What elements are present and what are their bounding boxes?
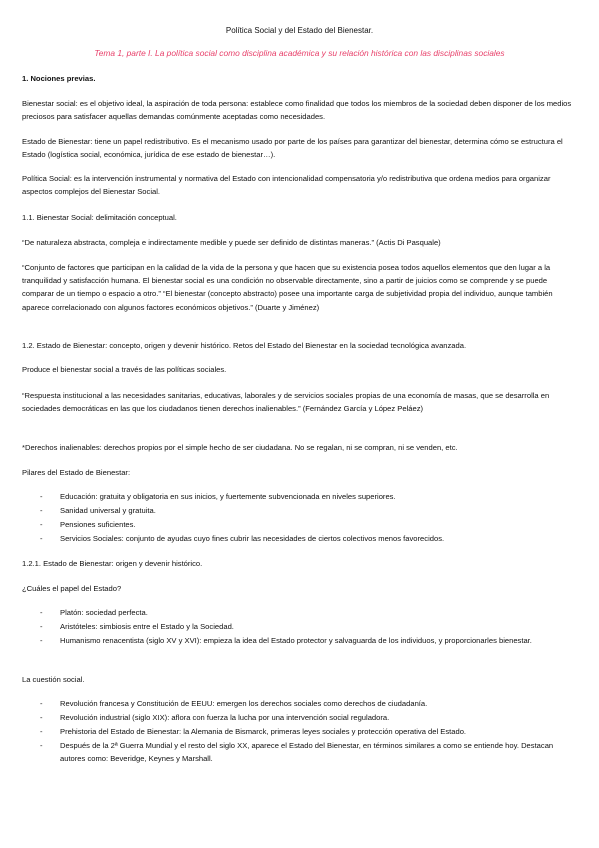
bullet-dash: -: [40, 622, 43, 631]
paragraph-bienestar-social: Bienestar social: es el objetivo ideal, la aspiración de toda persona: establece como finalidad que todos los miembros de la sociedad deben disponer de los medios preciosos para satisfacer aquellas demandas comúnmente aceptadas como necesidades.: [22, 99, 572, 122]
bullet-dash: -: [40, 534, 43, 543]
bullet-dash: -: [40, 506, 43, 515]
document-subtitle: Tema 1, parte I. La política social como disciplina académica y su relación histórica con las disciplinas sociales: [94, 48, 505, 58]
bullet-dash: -: [40, 520, 43, 529]
quote-actis: “De naturaleza abstracta, compleja e indirectamente medible y puede ser definido de distintas maneras.” (Actis Di Pasquale): [22, 238, 441, 247]
paragraph-papel-estado: ¿Cuáles el papel del Estado?: [22, 584, 122, 593]
bullet-dash: -: [40, 608, 43, 617]
list-item-text: Educación: gratuita y obligatoria en sus inicios, y fuertemente subvencionada en niveles superiores.: [60, 492, 396, 501]
paragraph-derechos: *Derechos inalienables: derechos propios por el simple hecho de ser ciudadana. No se regalan, ni se compran, ni se venden, etc.: [22, 443, 458, 452]
document-title: Política Social y del Estado del Bienestar.: [225, 26, 374, 35]
list-item-text: Prehistoria del Estado de Bienestar: la Alemania de Bismarck, primeras leyes sociales y protección operativa del Estado.: [60, 727, 467, 736]
bullet-dash: -: [40, 741, 43, 750]
bullet-dash: -: [40, 492, 43, 501]
paragraph-produce: Produce el bienestar social a través de las políticas sociales.: [22, 365, 227, 374]
list-item-text: Servicios Sociales: conjunto de ayudas cuyo fines cubrir las necesidades de ciertos colectivos menos favorecidos.: [60, 534, 445, 543]
heading-1-1: 1.1. Bienestar Social: delimitación conceptual.: [22, 213, 177, 222]
list-item-text: Revolución industrial (siglo XIX): aflora con fuerza la lucha por una intervención social reguladora.: [60, 713, 390, 722]
bullet-dash: -: [40, 727, 43, 736]
bullet-dash: -: [40, 636, 43, 645]
quote-duarte: “Conjunto de factores que participan en la calidad de la vida de la persona y que hacen que su existencia posea todos aquellos elementos que den lugar a la tranquilidad y satisfacción humana. El bienestar social es una condición no observable directamente, sino a partir de juicios como se comprende y se puede comparar de un tiempo o espacio a otro.” “El bienestar (concepto abstracto) posee una importante carga de subjetividad propia del individuo, aunque también aparece correlacionado con algunos factores económicos objetivos.” (Duarte y Jiménez): [22, 263, 553, 312]
heading-1-2-1: 1.2.1. Estado de Bienestar: origen y devenir histórico.: [22, 559, 203, 568]
quote-fernandez: “Respuesta institucional a las necesidades sanitarias, educativas, laborales y de servicios sociales propias de una economía de masas, que se desarrolla en sociedades democráticas en las que los ciudadanos tienen derechos inalienables.” (Fernández García y López Peláez): [22, 391, 550, 414]
list-item-text: Después de la 2ª Guerra Mundial y el resto del siglo XX, aparece el Estado del Bienestar, en términos similares a como se entiende hoy. Destacan autores como: Beveridge, Keynes y Marshall.: [60, 741, 554, 764]
paragraph-estado-bienestar: Estado de Bienestar: tiene un papel redistributivo. Es el mecanismo usado por parte de los países para garantizar del bienestar, determina cómo se estructura el Estado (logística social, económica, jurídica de ese estado de bienestar…).: [22, 137, 563, 160]
list-item-text: Platón: sociedad perfecta.: [60, 608, 148, 617]
list-item-text: Aristóteles: simbiosis entre el Estado y la Sociedad.: [60, 622, 234, 631]
bullet-dash: -: [40, 699, 43, 708]
list-item-text: Humanismo renacentista (siglo XV y XVI): empieza la idea del Estado protector y salvaguarda de los individuos, y proporcionarles bienestar.: [60, 636, 532, 645]
paragraph-pilares-heading: Pilares del Estado de Bienestar:: [22, 468, 131, 477]
list-item-text: Sanidad universal y gratuita.: [60, 506, 156, 515]
paragraph-politica-social: Política Social: es la intervención instrumental y normativa del Estado con intencionalidad compensatoria y/o redistributiva que ordena medios para organizar aspectos complejos del Bienestar Social.: [22, 174, 551, 197]
bullet-dash: -: [40, 713, 43, 722]
heading-nociones: 1. Nociones previas.: [22, 74, 96, 83]
list-item-text: Pensiones suficientes.: [60, 520, 136, 529]
heading-1-2: 1.2. Estado de Bienestar: concepto, origen y devenir histórico. Retos del Estado del Bienestar en la sociedad tecnológica avanzada.: [22, 341, 467, 350]
paragraph-cuestion-social: La cuestión social.: [22, 675, 85, 684]
list-item-text: Revolución francesa y Constitución de EEUU: emergen los derechos sociales como derechos de ciudadanía.: [60, 699, 428, 708]
